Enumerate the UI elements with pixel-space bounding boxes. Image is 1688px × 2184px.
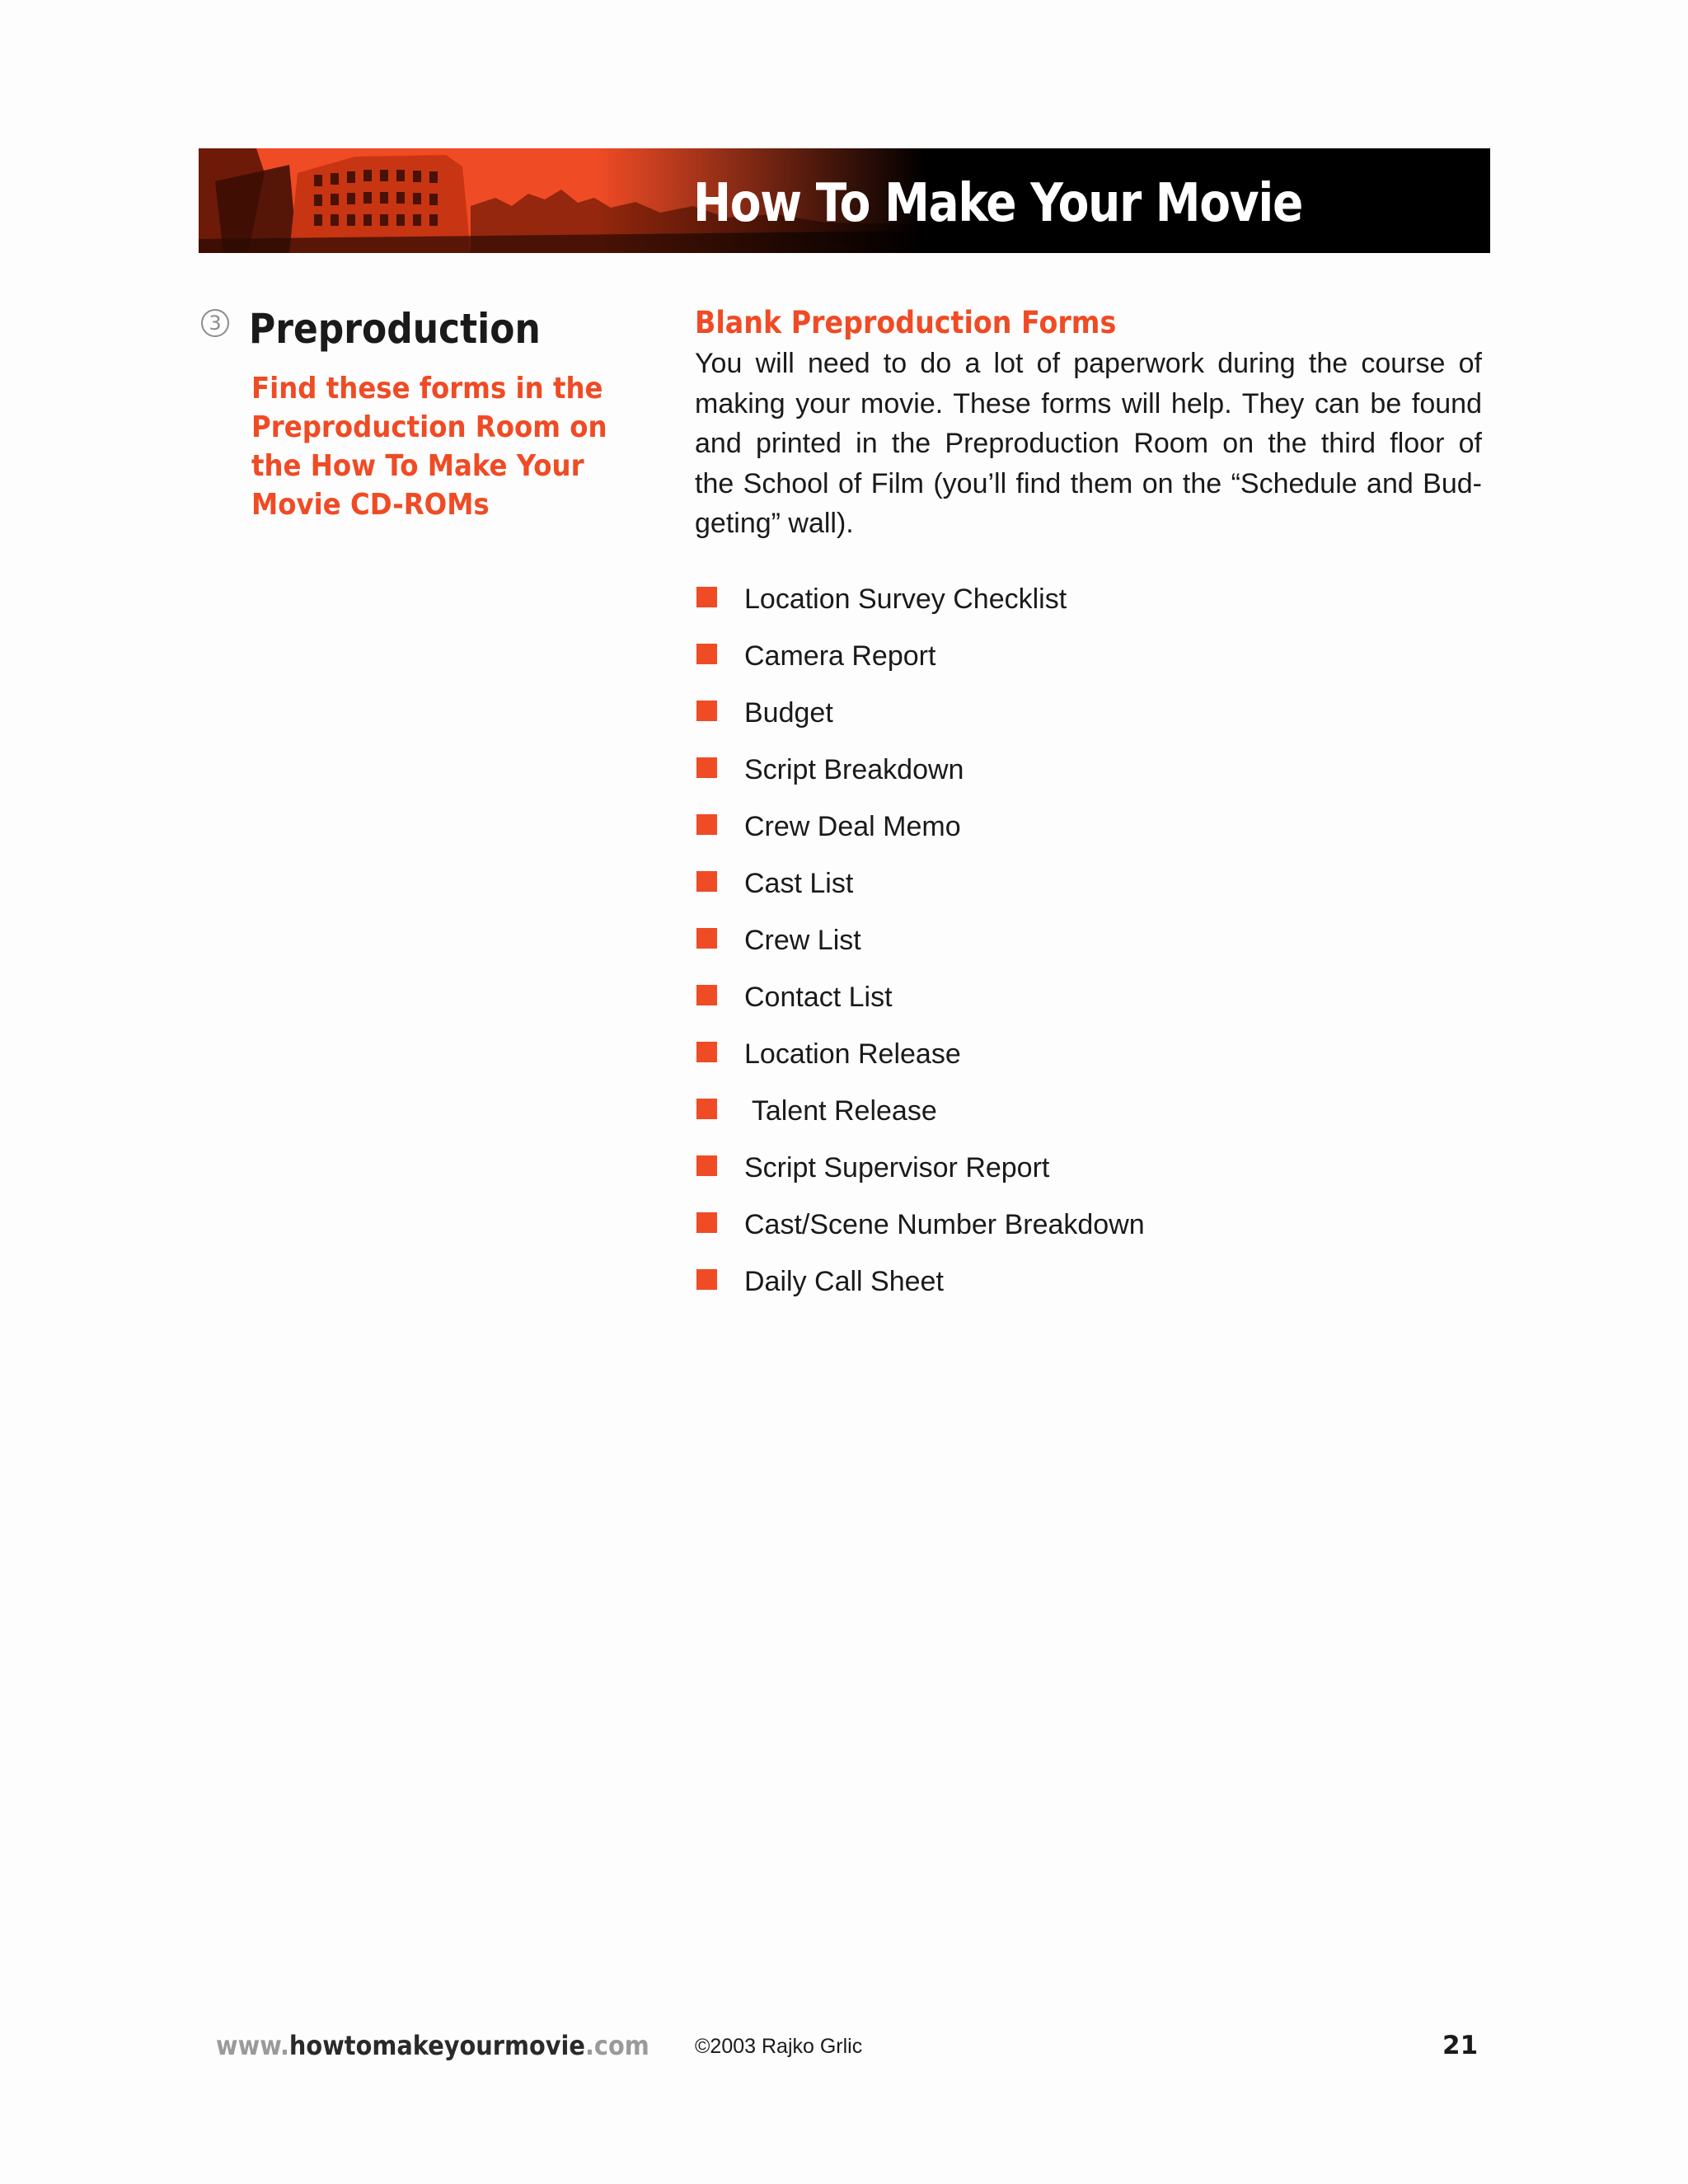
square-bullet-icon — [696, 1042, 717, 1062]
form-name: Cast List — [744, 868, 854, 899]
forms-title: Blank Preproduction Forms — [695, 305, 1117, 340]
square-bullet-icon — [696, 985, 717, 1005]
square-bullet-icon — [696, 1155, 717, 1176]
intro-line: the School of Film (you’ll find them on the “Schedule and Bud- — [695, 467, 1482, 499]
intro-line: and printed in the Preproduction Room on the third floor of — [695, 428, 1482, 459]
square-bullet-icon — [696, 1099, 717, 1119]
square-bullet-icon — [696, 814, 717, 835]
square-bullet-icon — [696, 757, 717, 778]
section-title: Preproduction — [249, 305, 541, 353]
side-note-line: the How To Make Your — [251, 449, 584, 483]
url-prefix: www. — [216, 2030, 289, 2061]
form-name: Location Survey Checklist — [744, 583, 1067, 615]
banner-title: How To Make Your Movie — [693, 173, 1303, 234]
intro-paragraph — [695, 344, 1482, 544]
form-name: Budget — [744, 697, 833, 729]
circled-number-icon: 3 — [201, 309, 229, 337]
side-note-line: Find these forms in the — [251, 372, 603, 405]
form-name: Crew List — [744, 925, 861, 956]
form-name: Daily Call Sheet — [744, 1266, 944, 1297]
website-link[interactable] — [216, 2027, 649, 2064]
form-name: Contact List — [744, 982, 893, 1013]
square-bullet-icon — [696, 871, 717, 892]
form-name: Cast/Scene Number Breakdown — [744, 1209, 1145, 1240]
square-bullet-icon — [696, 701, 717, 721]
intro-line: You will need to do a lot of paperwork during the course of — [695, 348, 1482, 379]
url-suffix: .com — [584, 2030, 649, 2061]
side-note-line: Preproduction Room on — [251, 410, 607, 444]
form-name: Location Release — [744, 1038, 961, 1070]
form-name: Crew Deal Memo — [744, 811, 961, 842]
form-name: Talent Release — [744, 1095, 937, 1127]
square-bullet-icon — [696, 1269, 717, 1290]
url-domain: howtomakeyourmovie — [288, 2030, 585, 2061]
side-note-line: Movie CD-ROMs — [251, 488, 490, 522]
copyright-notice: ©2003 Rajko Grlic — [695, 2035, 863, 2058]
intro-line: making your movie. These forms will help. They can be found — [695, 387, 1482, 419]
form-name: Script Breakdown — [744, 754, 964, 785]
square-bullet-icon — [696, 644, 717, 664]
square-bullet-icon — [696, 1212, 717, 1233]
square-bullet-icon — [696, 587, 717, 607]
page-number: 21 — [1442, 2031, 1479, 2060]
form-name: Camera Report — [744, 640, 936, 672]
form-name: Script Supervisor Report — [744, 1152, 1050, 1183]
intro-line: geting” wall). — [695, 508, 854, 539]
header-banner — [199, 148, 1490, 253]
side-note — [251, 369, 639, 524]
square-bullet-icon — [696, 928, 717, 949]
